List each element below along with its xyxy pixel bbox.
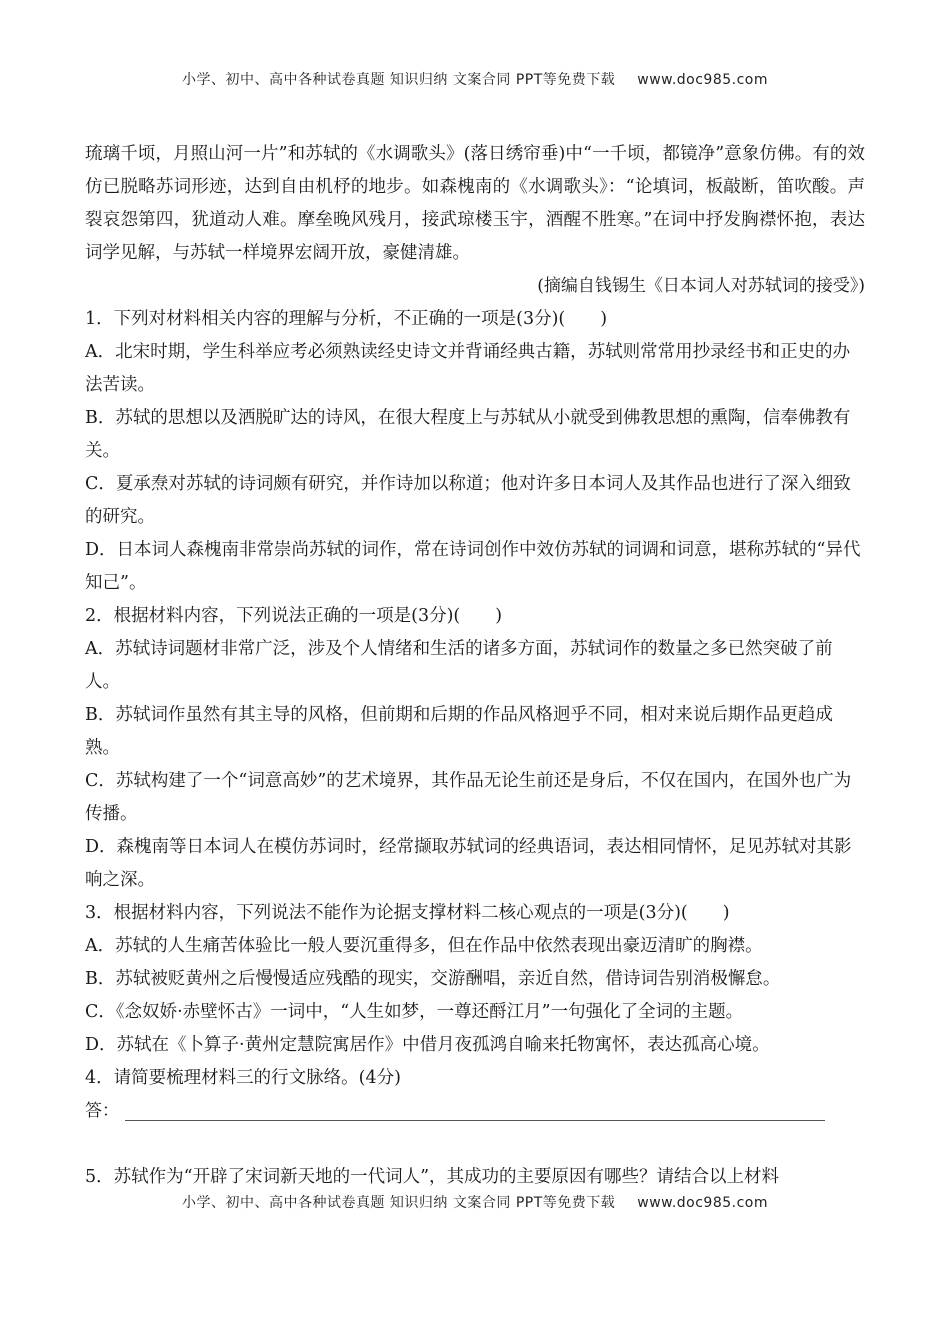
page-header [0,69,950,89]
question-stem: 3．根据材料内容，下列说法不能作为论据支撑材料二核心观点的一项是(3分)( ) [85,903,730,923]
option-c: C．夏承焘对苏轼的诗词颇有研究，并作诗加以称道；他对许多日本词人及其作品也进行了深入细致的研究。 [85,474,851,527]
answer-line [85,1095,865,1128]
option-d: D．日本词人森槐南非常崇尚苏轼的词作，常在诗词创作中效仿苏轼的词调和词意，堪称苏轼的“异代知己”。 [85,540,861,593]
option-b: B．苏轼词作虽然有其主导的风格，但前期和后期的作品风格迥乎不同，相对来说后期作品更趋成熟。 [85,705,833,758]
answer-field[interactable] [125,1102,825,1121]
spacer [85,1128,865,1161]
option-a: A．苏轼诗词题材非常广泛，涉及个人情绪和生活的诸多方面，苏轼词作的数量之多已然突破了前人。 [85,639,833,692]
header-text: 小学、初中、高中各种试卷真题 知识归纳 文案合同 PPT等免费下载 [181,72,616,88]
header-site-link[interactable]: www.doc985.com [637,72,769,88]
question-stem: 2．根据材料内容，下列说法正确的一项是(3分)( ) [85,606,503,626]
question-3 [85,897,865,1062]
option-c: C．苏轼构建了一个“词意高妙”的艺术境界，其作品无论生前还是身后，不仅在国内，在国外也广为传播。 [85,771,852,824]
question-1 [85,303,865,600]
option-d: D．苏轼在《卜算子·黄州定慧院寓居作》中借月夜孤鸿自喻来托物寓怀，表达孤高心境。 [85,1035,770,1055]
passage-source: (摘编自钱锡生《日本词人对苏轼词的接受》) [537,276,865,296]
option-b: B．苏轼的思想以及洒脱旷达的诗风，在很大程度上与苏轼从小就受到佛教思想的熏陶，信奉佛教有关。 [85,408,851,461]
option-a: A．苏轼的人生痛苦体验比一般人要沉重得多，但在作品中依然表现出豪迈清旷的胸襟。 [85,936,763,956]
question-5 [85,1161,865,1194]
question-2 [85,600,865,897]
option-b: B．苏轼被贬黄州之后慢慢适应残酷的现实，交游酬唱，亲近自然，借诗词告别消极懈怠。 [85,969,781,989]
question-stem: 1．下列对材料相关内容的理解与分析，不正确的一项是(3分)( ) [85,309,608,329]
option-d: D．森槐南等日本词人在模仿苏词时，经常撷取苏轼词的经典语词，表达相同情怀，足见苏轼对其影响之深。 [85,837,852,890]
passage-paragraph: 琉璃千顷，月照山河一片”和苏轼的《水调歌头》(落日绣帘垂)中“一千顷，都镜净”意象仿佛。有的效仿已脱略苏词形迹，达到自由机杼的地步。如森槐南的《水调歌头》：“论填词，板敲断，笛吹酸。声裂哀怨第四，犹道动人难。摩垒晚风残月，接武琼楼玉宇，酒醒不胜寒。”在词中抒发胸襟怀抱，表达词学见解，与苏轼一样境界宏阔开放，豪健清雄。 [85,144,865,263]
answer-label: 答： [85,1101,119,1121]
question-4 [85,1062,865,1128]
page-footer [0,1192,950,1212]
footer-site-link[interactable]: www.doc985.com [637,1195,769,1211]
footer-text: 小学、初中、高中各种试卷真题 知识归纳 文案合同 PPT等免费下载 [181,1195,616,1211]
option-c: C．《念奴娇·赤壁怀古》一词中，“人生如梦，一尊还酹江月”一句强化了全词的主题。 [85,1002,744,1022]
option-a: A．北宋时期，学生科举应考必须熟读经史诗文并背诵经典古籍，苏轼则常常用抄录经书和正史的办法苦读。 [85,342,851,395]
document-body [85,138,865,1194]
question-stem: 5．苏轼作为“开辟了宋词新天地的一代词人”，其成功的主要原因有哪些？请结合以上材料 [85,1167,780,1187]
question-stem: 4．请简要梳理材料三的行文脉络。(4分) [85,1068,401,1088]
